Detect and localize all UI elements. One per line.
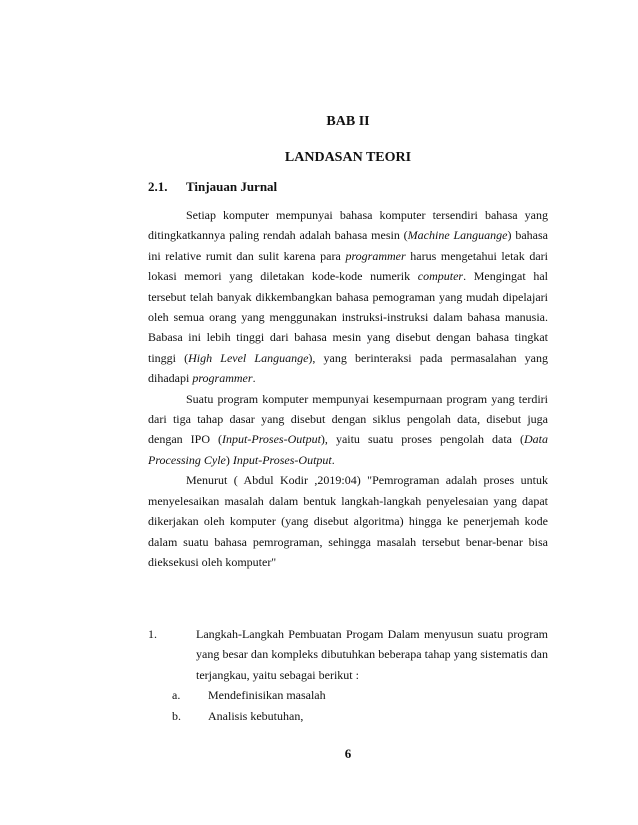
body-text bbox=[148, 205, 548, 572]
numbered-list bbox=[148, 624, 548, 726]
italic-term: Input-Proses-Output bbox=[222, 432, 321, 447]
text-run: Menurut ( Abdul Kodir ,2019:04) "Pemrograman adalah proses untuk menyelesaikan masalah dalam bentuk langkah-langkah penyelesaian yang dapat dikerjakan oleh komputer (yang disebut algoritma) hingga ke penerjemah kode dalam suatu bahasa pemrograman, sehingga masalah tersebut benar-benar bisa dieksekusi oleh komputer" bbox=[148, 473, 548, 569]
italic-term: programmer bbox=[192, 371, 253, 386]
paragraph bbox=[148, 205, 548, 389]
section-heading bbox=[148, 179, 277, 195]
italic-term: Data Processing Cyle bbox=[148, 432, 549, 467]
paragraph bbox=[148, 389, 548, 471]
paragraph bbox=[148, 470, 548, 572]
sub-list-text: Analisis kebutuhan, bbox=[208, 708, 304, 723]
sub-list-item bbox=[148, 685, 548, 705]
text-run: . bbox=[331, 452, 335, 467]
chapter-title: LANDASAN TEORI bbox=[284, 150, 412, 165]
text-run: . Mengingat hal tersebut telah banyak dikkembangkan bahasa pemograman yang mudah dipelajari oleh semua orang yang menggunakan instruksi-instruksi dalam bahasa manusia. Babasa ini lebih tinggi dari bahasa mesin yang disebut dengan bahasa tingkat tinggi ( bbox=[148, 269, 548, 365]
text-run: ) bahasa ini relative rumit dan sulit karena para bbox=[148, 228, 549, 263]
list-item-text: Langkah-Langkah Pembuatan Progam Dalam menyusun suatu program yang besar dan kompleks dibutuhkan beberapa tahap yang sistematis dan terjangkau, yaitu sebagai berikut : bbox=[196, 627, 548, 682]
italic-term: High Level Languange bbox=[188, 350, 309, 365]
italic-term: Input-Proses-Output bbox=[232, 452, 332, 467]
text-run: harus mengetahui letak dari lokasi memori yang diletakan kode-kode numerik bbox=[148, 248, 549, 284]
text-run: Suatu program komputer mempunyai kesempurnaan program yang terdiri dari tiga tahap dasar yang disebut dengan siklus pengolah data, disebut juga dengan IPO ( bbox=[148, 391, 548, 447]
sub-list-item bbox=[148, 706, 548, 726]
italic-term: programmer bbox=[345, 248, 406, 263]
text-run: . bbox=[252, 371, 256, 386]
section-number: 2.1. bbox=[148, 179, 168, 194]
section-title: Tinjauan Jurnal bbox=[186, 179, 278, 194]
sub-list-marker: b. bbox=[172, 708, 181, 723]
list-item bbox=[148, 624, 548, 685]
italic-term: computer bbox=[417, 269, 464, 284]
sub-list-text: Mendefinisikan masalah bbox=[208, 688, 326, 703]
chapter-number: BAB II bbox=[326, 114, 370, 129]
italic-term: Machine Languange bbox=[407, 228, 508, 243]
text-run: ) bbox=[225, 452, 233, 467]
text-run: Setiap komputer mempunyai bahasa komputer tersendiri bahasa yang ditingkatkannya paling rendah adalah bahasa mesin ( bbox=[148, 208, 548, 243]
text-run: ), yang berinteraksi pada permasalahan yang dihadapi bbox=[148, 350, 548, 386]
sub-list-marker: a. bbox=[172, 688, 181, 703]
list-marker: 1. bbox=[148, 627, 157, 641]
text-run: ), yaitu suatu proses pengolah data ( bbox=[320, 432, 525, 447]
page-number: 6 bbox=[344, 746, 352, 761]
